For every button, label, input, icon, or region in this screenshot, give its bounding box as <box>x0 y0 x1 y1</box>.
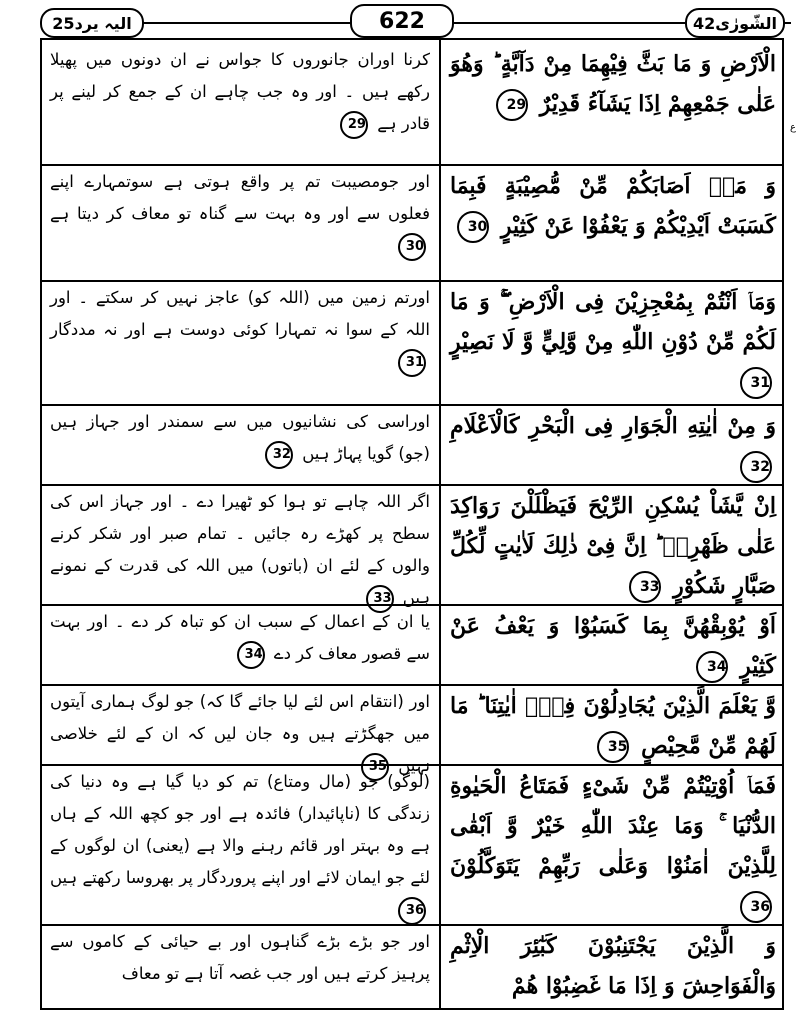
page-number: 622 <box>350 4 454 38</box>
urdu-text: اور (انتقام اس لئے لیا جائے گا کہ) جو لوگ ہماری آیتوں میں جھگڑتے ہیں وہ جان لیں کہ ان کے لئے خلاصی نہیں <box>50 692 430 775</box>
urdu-text: اگر اللہ چاہے تو ہوا کو ٹھیرا دے ۔ اور جہاز اس کی سطح پر کھڑے رہ جائیں ۔ تمام صبر اور شکر کرنے والوں کے لئے ان (باتوں) میں اللہ کی قدرت کے نمونے ہیں <box>50 492 430 607</box>
ayah-number-marker: 33 <box>629 571 661 603</box>
ayah-number-marker: 32 <box>265 441 293 469</box>
arabic-verse-37 <box>450 926 776 1006</box>
urdu-text: اور جو بڑے بڑے گناہوں اور بے حیائی کے کاموں سے پرہیز کرتے ہیں اور جب غصہ آتا ہے تو معاف <box>50 932 430 983</box>
column-divider <box>439 38 441 1010</box>
ayah-number-marker: 32 <box>740 451 772 483</box>
urdu-text: اوراسی کی نشانیوں میں سے سمندر اور جہاز ہیں (جو) گویا پہاڑ ہیں <box>50 412 430 463</box>
juz-label: الیہ یرد25 <box>40 8 144 38</box>
ayah-number-marker: 33 <box>366 585 394 613</box>
urdu-translation-33 <box>50 486 430 607</box>
urdu-translation-35 <box>50 686 430 775</box>
ayah-number-marker: 30 <box>457 211 489 243</box>
arabic-text: وَمَاۤ اَنْتُمْ بِمُعْجِزِيْنَ فِى الْاَرْضِ ۖۚ وَ مَا لَكُمْ مِّنْ دُوْنِ اللّٰهِ مِنْ وَّلِيٍّ وَّ لَا نَصِيْرٍ <box>450 289 776 355</box>
arabic-verse-34 <box>450 606 776 682</box>
arabic-text: وَ الَّذِيْنَ يَجْتَنِبُوْنَ كَبٰٓئِرَ الْاِثْمِ وَالْفَوَاحِشَ وَ اِذَا مَا غَضِبُوْا هُمْ <box>450 933 776 999</box>
ayah-number-marker: 36 <box>398 897 426 925</box>
urdu-translation-29 <box>50 44 430 162</box>
ayah-number-marker: 34 <box>696 651 728 683</box>
ayah-number-marker: 36 <box>740 891 772 923</box>
arabic-verse-30 <box>450 166 776 278</box>
arabic-text: فَمَاۤ اُوْتِيْتُمْ مِّنْ شَىْءٍ فَمَتَاعُ الْحَيٰوةِ الدُّنْيَا ۚ وَمَا عِنْدَ اللّٰهِ خَيْرٌ وَّ اَبْقٰى لِلَّذِيْنَ اٰمَنُوْا وَعَلٰى رَبِّهِمْ يَتَوَكَّلُوْنَ <box>450 773 776 879</box>
arabic-text: الْاَرْضِ وَ مَا بَثَّ فِيْهِمَا مِنْ دَآبَّةٍ ؕ وَهُوَ عَلٰى جَمْعِهِمْ اِذَا يَشَآءُ قَدِيْرٌ <box>450 51 776 117</box>
ayah-number-marker: 29 <box>340 111 368 139</box>
surah-label: الشّورٰی42 <box>685 8 785 38</box>
urdu-text: اورتم زمین میں (اللہ کو) عاجز نہیں کر سکتے ۔ اور اللہ کے سوا نہ تمہارا کوئی دوست ہے اور نہ مددگار <box>50 288 430 339</box>
ayah-number-marker: 31 <box>740 367 772 399</box>
urdu-text: کرنا اوران جانوروں کا جواس نے ان دونوں میں پھیلا رکھے ہیں ۔ اور وہ جب چاہے ان کے جمع کر لینے پر قادر ہے <box>50 50 430 133</box>
arabic-text: وَ مَاۤ اَصَابَكُمْ مِّنْ مُّصِيْبَةٍ فَبِمَا كَسَبَتْ اَيْدِيْكُمْ وَ يَعْفُوْا عَنْ كَثِيْرٍ <box>450 173 776 239</box>
ruku-margin-mark: ع <box>790 122 796 133</box>
arabic-verse-32 <box>450 406 776 482</box>
arabic-verse-31 <box>450 282 776 402</box>
urdu-translation-31 <box>50 282 430 402</box>
urdu-translation-30 <box>50 166 430 278</box>
arabic-text: وَ مِنْ اٰيٰتِهِ الْجَوَارِ فِى الْبَحْرِ كَالْاَعْلَامِ <box>450 413 776 439</box>
urdu-translation-34 <box>50 606 430 682</box>
urdu-translation-36 <box>50 766 430 922</box>
arabic-verse-33 <box>450 486 776 602</box>
urdu-text: (لوگو) جو (مال ومتاع) تم کو دیا گیا ہے وہ دنیا کی زندگی کا (ناپائیدار) فائدہ ہے اور جو کچھ اللہ کے ہاں ہے وہ بہتر اور قائم رہنے والا ہے (یعنی) ان لوگوں کے لئے جو ایمان لائے اور اپنے پروردگار پر بھروسا رکھتے ہیں <box>50 772 430 887</box>
ayah-number-marker: 31 <box>398 349 426 377</box>
arabic-verse-36 <box>450 766 776 922</box>
arabic-text: اَوْ يُوْبِقْهُنَّ بِمَا كَسَبُوْا وَ يَعْفُ عَنْ كَثِيْرٍ <box>450 613 776 679</box>
ayah-number-marker: 30 <box>398 233 426 261</box>
arabic-text: وَّ يَعْلَمَ الَّذِيْنَ يُجَادِلُوْنَ فِىْۤ اٰيٰتِنَا ؕ مَا لَهُمْ مِّنْ مَّحِيْصٍ <box>450 693 776 759</box>
urdu-translation-32 <box>50 406 430 482</box>
arabic-text: اِنْ يَّشَاْ يُسْكِنِ الرِّيْحَ فَيَظْلَلْنَ رَوَاكِدَ عَلٰى ظَهْرِهٖ ؕ اِنَّ فِىْ ذٰلِكَ لَاٰيٰتٍ لِّكُلِّ صَبَّارٍ شَكُوْرٍ <box>450 493 776 599</box>
ayah-number-marker: 35 <box>361 753 389 781</box>
arabic-verse-29 <box>450 44 776 162</box>
arabic-verse-35 <box>450 686 776 762</box>
ayah-number-marker: 35 <box>597 731 629 763</box>
urdu-text: یا ان کے اعمال کے سبب ان کو تباہ کر دے ۔ اور بہت سے قصور معاف کر دے <box>50 612 430 663</box>
urdu-translation-37 <box>50 926 430 1006</box>
urdu-text: اور جومصیبت تم پر واقع ہوتی ہے سوتمہارے اپنے فعلوں سے اور وہ بہت سے گناہ تو معاف کر دیتا ہے <box>50 172 430 223</box>
ayah-number-marker: 29 <box>496 89 528 121</box>
ayah-number-marker: 34 <box>237 641 265 669</box>
